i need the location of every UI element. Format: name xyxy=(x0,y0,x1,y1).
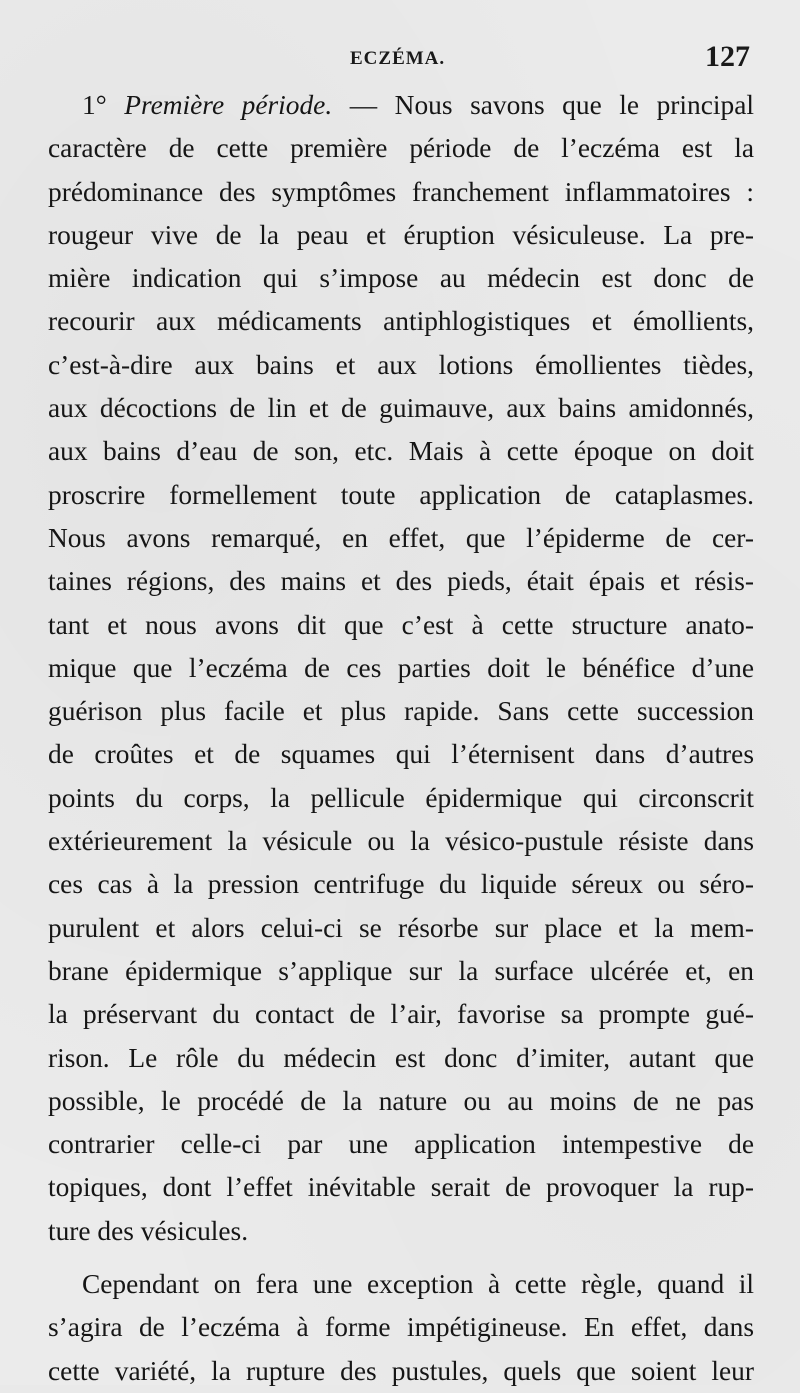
text-line: Nous avons remarqué, en effet, que l’épiderme de cer- xyxy=(48,522,754,553)
running-head xyxy=(0,40,800,80)
text-line: taines régions, des mains et des pieds, était épais et résis- xyxy=(48,566,754,597)
text-line: rougeur vive de la peau et éruption vésiculeuse. La pre- xyxy=(48,219,754,250)
paragraph-1-line-1 xyxy=(48,84,754,127)
text-line: proscrire formellement toute application de cataplasmes. xyxy=(48,479,754,510)
text-line: possible, le procédé de la nature ou au moins de ne pas xyxy=(48,1085,754,1116)
text-line: extérieurement la vésicule ou la vésico-pustule résiste dans xyxy=(48,826,754,857)
section-number: 1° xyxy=(82,90,107,120)
text-line: topiques, dont l’effet inévitable serait de provoquer la rup- xyxy=(48,1172,754,1203)
section-title: Première période. xyxy=(124,90,333,120)
running-title: ECZÉMA. xyxy=(350,48,446,69)
text-line: tant et nous avons dit que c’est à cette structure anato- xyxy=(48,609,754,640)
text-line: prédominance des symptômes franchement inflammatoires : xyxy=(48,176,754,207)
text-line: Cependant on fera une exception à cette règle, quand il xyxy=(82,1269,754,1300)
text-line: points du corps, la pellicule épidermique qui circonscrit xyxy=(48,782,754,813)
text-line: la préservant du contact de l’air, favorise sa prompte gué- xyxy=(48,999,754,1030)
text-line: aux décoctions de lin et de guimauve, aux bains amidonnés, xyxy=(48,393,754,424)
body-text xyxy=(48,84,754,1393)
text-line: — Nous savons que le principal xyxy=(349,90,754,120)
text-line: recourir aux médicaments antiphlogistiques et émollients, xyxy=(48,306,754,337)
page-number: 127 xyxy=(705,40,750,73)
text-line: caractère de cette première période de l’eczéma est la xyxy=(48,133,754,164)
text-line: de croûtes et de squames qui l’éternisent dans d’autres xyxy=(48,739,754,770)
text-line: brane épidermique s’applique sur la surface ulcérée et, en xyxy=(48,955,754,986)
text-line: cette variété, la rupture des pustules, quels que soient leur xyxy=(48,1355,754,1386)
text-line: guérison plus facile et plus rapide. Sans cette succession xyxy=(48,696,754,727)
text-line: purulent et alors celui-ci se résorbe sur place et la mem- xyxy=(48,912,754,943)
text-line: mique que l’eczéma de ces parties doit le bénéfice d’une xyxy=(48,652,754,683)
paragraph-gap xyxy=(48,1253,754,1263)
text-line: rison. Le rôle du médecin est donc d’imiter, autant que xyxy=(48,1042,754,1073)
text-line: aux bains d’eau de son, etc. Mais à cette époque on doit xyxy=(48,436,754,467)
text-line: contrarier celle-ci par une application intempestive de xyxy=(48,1129,754,1160)
text-line: c’est-à-dire aux bains et aux lotions émollientes tièdes, xyxy=(48,349,754,380)
text-line: ture des vésicules. xyxy=(48,1215,249,1246)
text-line: mière indication qui s’impose au médecin est donc de xyxy=(48,263,754,294)
text-line: ces cas à la pression centrifuge du liquide séreux ou séro- xyxy=(48,869,754,900)
text-line: s’agira de l’eczéma à forme impétigineuse. En effet, dans xyxy=(48,1312,754,1343)
